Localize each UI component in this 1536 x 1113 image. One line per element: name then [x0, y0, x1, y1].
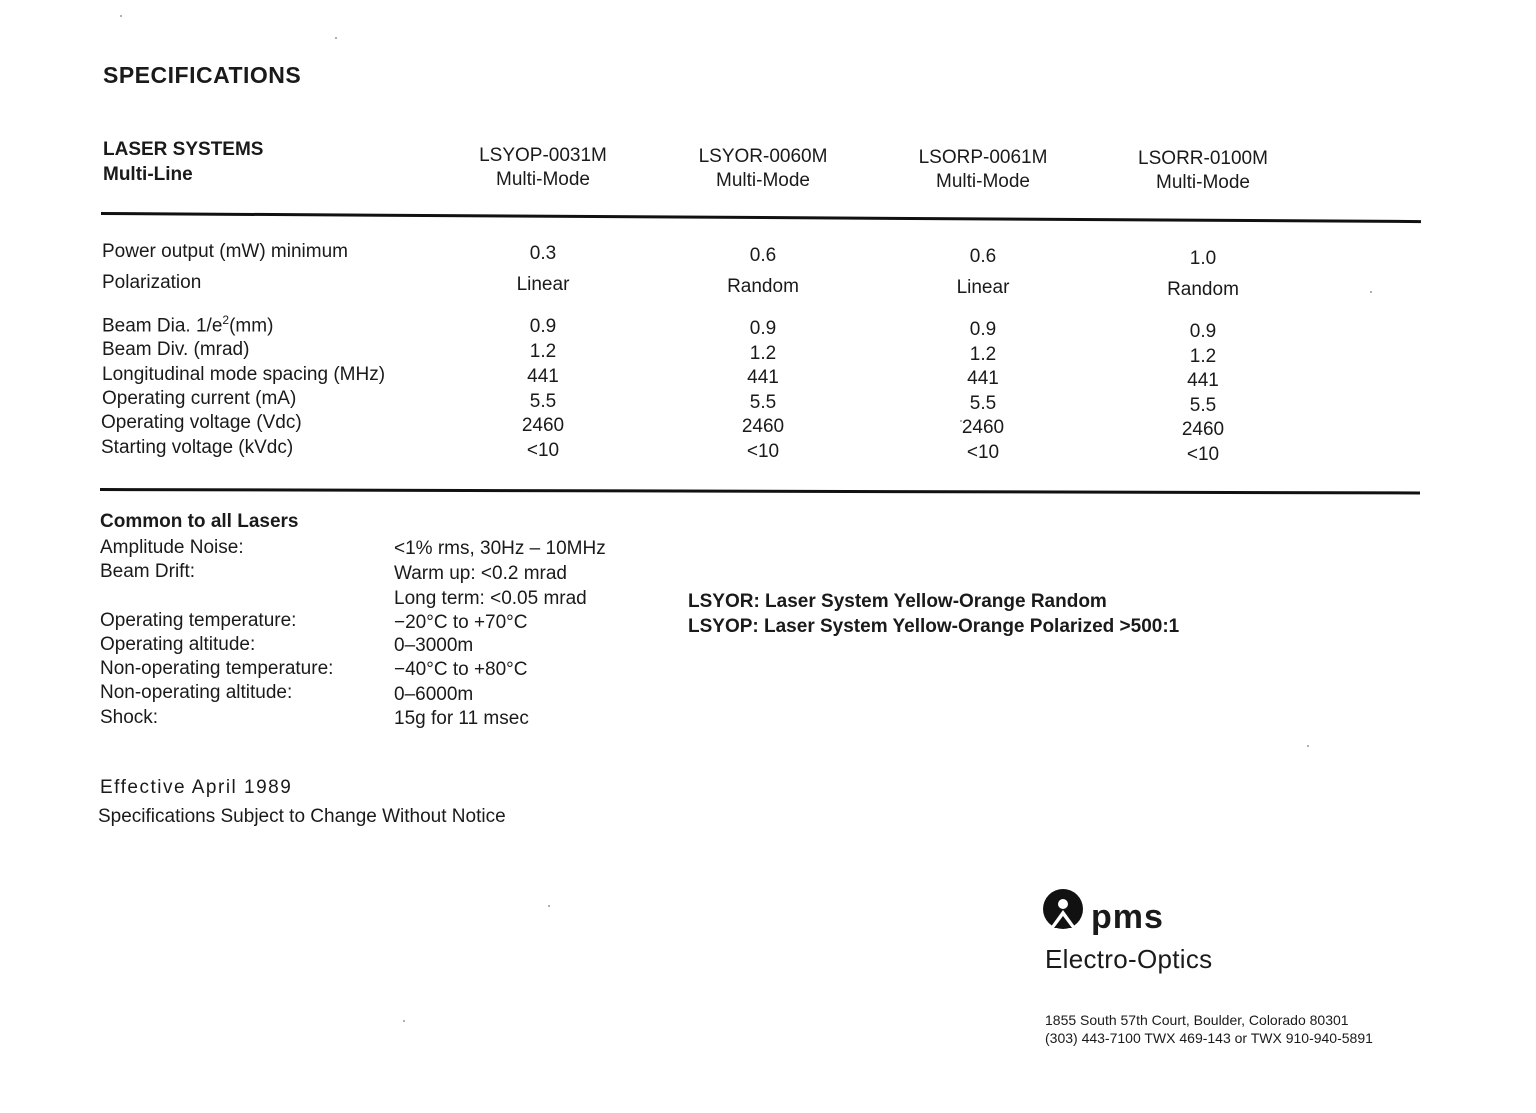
cell: 441 — [1187, 370, 1219, 391]
common-value: 0–6000m — [394, 684, 474, 705]
header-rule — [101, 212, 1421, 223]
disclaimer: Specifications Subject to Change Without Notice — [98, 806, 506, 827]
model-mode-4: Multi-Mode — [1156, 172, 1250, 193]
row-label: Operating voltage (Vdc) — [101, 412, 302, 433]
cell: 0.9 — [529, 316, 557, 337]
scan-speck — [403, 1020, 405, 1022]
common-label: Shock: — [100, 707, 159, 728]
scan-speck — [1370, 291, 1372, 293]
row-label: Longitudinal mode spacing (MHz) — [102, 364, 386, 385]
footer-rule — [100, 488, 1420, 494]
cell: 1.2 — [969, 344, 997, 365]
model-header-2: LSYOR-0060M — [698, 146, 828, 167]
effective-date: Effective April 1989 — [100, 777, 293, 798]
cell: 5.5 — [969, 393, 997, 414]
cell: Linear — [516, 274, 570, 295]
cell: 0.9 — [749, 318, 777, 339]
model-mode-3: Multi-Mode — [936, 171, 1030, 192]
common-section-title: Common to all Lasers — [100, 511, 299, 532]
cell: Linear — [956, 277, 1010, 298]
pms-logo-icon — [1040, 888, 1086, 934]
cell: 5.5 — [529, 391, 557, 412]
common-label: Non-operating altitude: — [100, 682, 293, 703]
common-label: Operating altitude: — [100, 634, 256, 655]
cell: Random — [1167, 279, 1239, 300]
row-label: Beam Div. (mrad) — [102, 339, 250, 360]
row-label: Starting voltage (kVdc) — [101, 437, 294, 458]
scan-speck — [120, 15, 122, 17]
common-value: <1% rms, 30Hz – 10MHz — [394, 538, 606, 559]
common-label: Non-operating temperature: — [100, 658, 334, 679]
page-title: SPECIFICATIONS — [103, 62, 302, 88]
cell: <10 — [966, 442, 1000, 463]
cell: 0.9 — [1189, 321, 1217, 342]
model-header-4: LSORR-0100M — [1138, 148, 1268, 169]
cell: 0.9 — [969, 319, 997, 340]
cell: <10 — [1186, 444, 1220, 465]
row-label-beam-dia: Beam Dia. $1/e^2(mm)$ — [102, 313, 274, 337]
cell: 1.2 — [1189, 346, 1217, 367]
cell: 2460 — [521, 415, 565, 436]
cell: 5.5 — [749, 392, 777, 413]
note-lsyor: LSYOR: Laser System Yellow-Orange Random — [688, 591, 1107, 612]
model-mode-2: Multi-Mode — [716, 170, 810, 191]
scan-speck — [548, 905, 550, 907]
company-address: 1855 South 57th Court, Boulder, Colorado 80301 — [1045, 1012, 1349, 1028]
table-header-label: LASER SYSTEMS — [103, 139, 264, 160]
model-mode-1: Multi-Mode — [496, 169, 590, 190]
row-label: Power output (mW) minimum — [102, 241, 348, 262]
common-value: 0–3000m — [394, 635, 474, 656]
common-label: Amplitude Noise: — [100, 537, 244, 558]
common-value: Long term: <0.05 mrad — [394, 588, 587, 609]
cell: 0.6 — [969, 246, 997, 267]
company-division: Electro-Optics — [1045, 944, 1213, 974]
cell: <10 — [526, 440, 560, 461]
scan-speck — [960, 420, 962, 422]
cell: <10 — [746, 441, 780, 462]
logo-name: pms — [1091, 898, 1164, 936]
cell: 1.2 — [529, 341, 557, 362]
cell: 441 — [967, 368, 999, 389]
note-lsyop: LSYOP: Laser System Yellow-Orange Polarized >500:1 — [688, 616, 1180, 637]
common-value: −40°C to +80°C — [394, 659, 528, 680]
common-label: Operating temperature: — [100, 610, 297, 631]
cell: 2460 — [1181, 419, 1225, 440]
cell: 2460 — [961, 417, 1005, 438]
cell: 0.3 — [529, 243, 557, 264]
table-header-sublabel: Multi-Line — [103, 164, 193, 185]
cell: 0.6 — [749, 245, 777, 266]
cell: 441 — [747, 367, 779, 388]
company-phone: (303) 443-7100 TWX 469-143 or TWX 910-940-5891 — [1045, 1030, 1373, 1046]
common-label: Beam Drift: — [100, 561, 196, 582]
cell: 1.2 — [749, 343, 777, 364]
common-value: −20°C to +70°C — [394, 612, 528, 633]
scan-speck — [1307, 745, 1309, 747]
cell: 5.5 — [1189, 395, 1217, 416]
cell: 2460 — [741, 416, 785, 437]
common-value: 15g for 11 msec — [394, 708, 529, 729]
cell: Random — [727, 276, 799, 297]
model-header-3: LSORP-0061M — [918, 147, 1048, 168]
row-label: Polarization — [102, 272, 202, 293]
cell: 1.0 — [1189, 248, 1217, 269]
cell: 441 — [527, 366, 559, 387]
model-header-1: LSYOP-0031M — [479, 145, 607, 166]
common-value: Warm up: <0.2 mrad — [394, 563, 567, 584]
scan-speck — [335, 37, 337, 39]
row-label: Operating current (mA) — [102, 388, 297, 409]
